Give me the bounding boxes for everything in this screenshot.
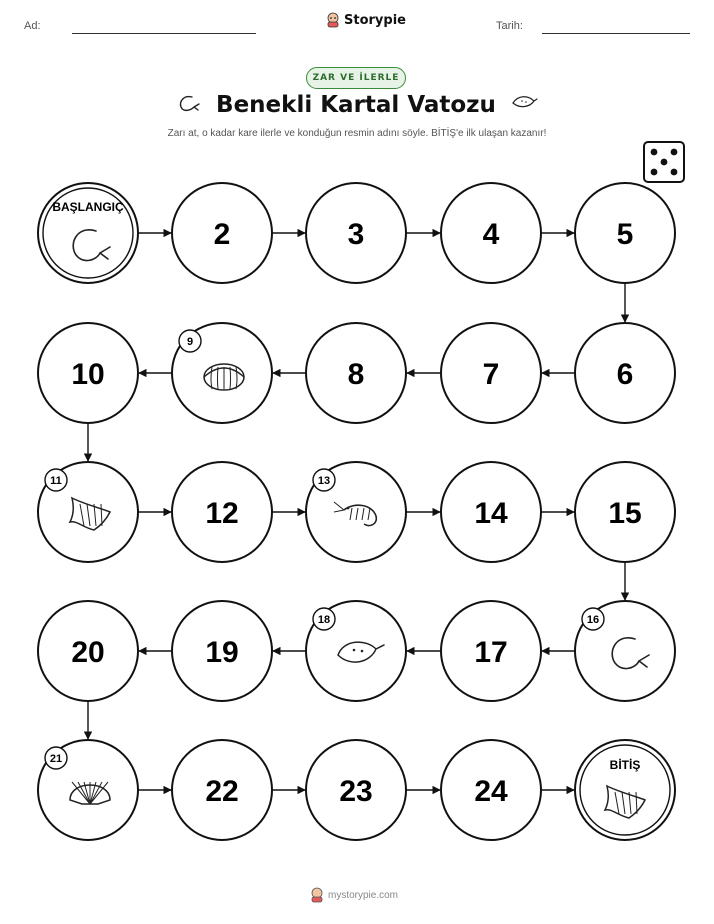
square-number: 24: [474, 775, 508, 808]
board-square[interactable]: [441, 740, 541, 840]
board-square[interactable]: [441, 183, 541, 283]
square-number: 15: [608, 497, 642, 530]
square-number: 21: [49, 753, 63, 765]
board-square[interactable]: [38, 323, 138, 423]
storypie-mascot-icon: [310, 887, 324, 903]
square-number: 13: [317, 475, 331, 487]
footer: [310, 887, 398, 903]
square-number: 14: [474, 497, 508, 530]
finish-label: BİTİŞ: [609, 758, 641, 772]
board-square[interactable]: [575, 601, 675, 701]
square-number: 18: [317, 614, 331, 626]
name-label: Ad:: [24, 20, 41, 32]
board-square[interactable]: [575, 462, 675, 562]
board-square[interactable]: [306, 740, 406, 840]
board-square[interactable]: [38, 601, 138, 701]
square-number: 3: [347, 218, 365, 251]
board-square[interactable]: [306, 462, 406, 562]
board-square[interactable]: [441, 462, 541, 562]
board-square[interactable]: [441, 323, 541, 423]
dice-five-icon: [644, 142, 684, 182]
square-number: 7: [482, 358, 500, 391]
square-number: 2: [213, 218, 231, 251]
activity-badge: ZAR VE İLERLE: [306, 67, 406, 89]
date-label: Tarih:: [496, 20, 523, 32]
board-square[interactable]: [575, 183, 675, 283]
clam-icon: [204, 364, 244, 390]
board-square[interactable]: [38, 740, 138, 840]
title-text: Benekli Kartal Vatozu: [216, 92, 496, 118]
square-number: 20: [71, 636, 105, 669]
square-number: 12: [205, 497, 239, 530]
board-square[interactable]: [306, 323, 406, 423]
start-label: BAŞLANGIÇ: [52, 200, 124, 214]
brand-name: Storypie: [344, 12, 406, 28]
square-number: 4: [482, 218, 500, 251]
board-square[interactable]: [172, 601, 272, 701]
start-square[interactable]: [38, 183, 138, 283]
board-square[interactable]: [441, 601, 541, 701]
square-number: 10: [71, 358, 105, 391]
square-number: 6: [616, 358, 634, 391]
finish-square[interactable]: [575, 740, 675, 840]
board-square[interactable]: [172, 740, 272, 840]
square-number: 5: [616, 218, 634, 251]
square-number: 8: [347, 358, 365, 391]
square-number: 22: [205, 775, 239, 808]
square-number: 16: [586, 614, 600, 626]
board-square[interactable]: [38, 462, 138, 562]
square-number: 17: [474, 636, 508, 669]
footer-url: mystorypie.com: [328, 889, 399, 901]
instructions: Zarı at, o kadar kare ilerle ve konduğun resmin adını söyle. BİTİŞ'e ilk ulaşan kazanır!: [167, 128, 547, 139]
board-square[interactable]: [172, 183, 272, 283]
square-number: 9: [186, 336, 194, 348]
square-number: 11: [50, 475, 62, 487]
square-number: 23: [339, 775, 373, 808]
board-square[interactable]: [575, 323, 675, 423]
board-square[interactable]: [172, 462, 272, 562]
board-square[interactable]: [172, 323, 272, 423]
square-number: 19: [205, 636, 239, 669]
board-square[interactable]: [306, 183, 406, 283]
board-square[interactable]: [306, 601, 406, 701]
